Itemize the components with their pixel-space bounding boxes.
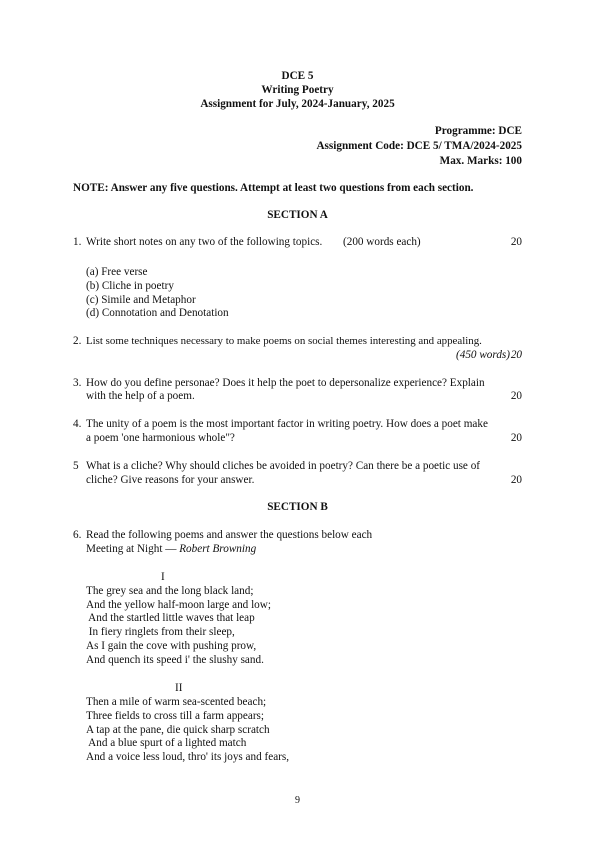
poem-line: And the startled little waves that leap [86, 612, 255, 624]
poem-line: Three fields to cross till a farm appears; [86, 710, 265, 722]
question-2-text: List some techniques necessary to make poems on social themes interesting and appealing. [86, 335, 482, 347]
poem-line: And a blue spurt of a lighted match [86, 737, 247, 749]
question-6-number: 6. [73, 529, 82, 541]
note: NOTE: Answer any five questions. Attempt at least two questions from each section. [73, 182, 474, 194]
stanza-1-number: I [161, 571, 165, 583]
stanza-2-number: II [175, 682, 183, 694]
question-1-option-c: (c) Simile and Metaphor [86, 294, 196, 306]
poem-line: And quench its speed i' the slushy sand. [86, 654, 264, 666]
assignment-code: Assignment Code: DCE 5/ TMA/2024-2025 [316, 140, 522, 152]
question-3-line-2: with the help of a poem. [86, 390, 195, 402]
assignment-period: Assignment for July, 2024-January, 2025 [200, 98, 395, 110]
poem-line: As I gain the cove with pushing prow, [86, 640, 257, 652]
programme: Programme: DCE [434, 125, 522, 137]
question-1-number: 1. [73, 236, 82, 248]
question-3-line-1: How do you define personae? Does it help the poet to depersonalize experience? Explain [86, 377, 485, 389]
question-4-line-1: The unity of a poem is the most important factor in writing poetry. How does a poet make [86, 418, 488, 430]
question-4-marks: 20 [510, 432, 522, 444]
poem-line: The grey sea and the long black land; [86, 585, 254, 597]
course-code: DCE 5 [281, 70, 314, 82]
course-title: Writing Poetry [261, 84, 334, 96]
poem-line: And a voice less loud, thro' its joys and fears, [86, 751, 290, 763]
question-1-option-a: (a) Free verse [86, 266, 148, 278]
question-5-number: 5 [73, 460, 79, 472]
question-2-words: (450 words) [456, 349, 510, 361]
max-marks: Max. Marks: 100 [439, 155, 522, 167]
question-5-marks: 20 [510, 474, 522, 486]
question-2-number: 2. [73, 335, 82, 347]
poem-author: Robert Browning [179, 543, 257, 555]
poem-line: In fiery ringlets from their sleep, [86, 626, 235, 638]
question-3-marks: 20 [510, 390, 522, 402]
question-5-line-2: cliche? Give reasons for your answer. [86, 474, 255, 486]
question-6-text: Read the following poems and answer the questions below each [86, 529, 373, 541]
poem-title-line [86, 543, 256, 557]
question-1-text: Write short notes on any two of the following topics. [86, 236, 323, 248]
question-4-line-2: a poem 'one harmonious whole"? [86, 432, 235, 444]
question-4-number: 4. [73, 418, 82, 430]
poem-line: Then a mile of warm sea-scented beach; [86, 696, 267, 708]
question-1-option-b: (b) Cliche in poetry [86, 280, 174, 292]
question-1-option-d: (d) Connotation and Denotation [86, 307, 229, 319]
poem-title: Meeting at Night — [86, 543, 177, 555]
question-1-marks: 20 [510, 236, 522, 248]
question-2-marks: 20 [510, 349, 522, 361]
question-1-words: (200 words each) [343, 236, 421, 248]
page-number: 9 [295, 795, 300, 806]
question-5-line-1: What is a cliche? Why should cliches be avoided in poetry? Can there be a poetic use of [86, 460, 481, 472]
question-3-number: 3. [73, 377, 82, 389]
poem-line: And the yellow half-moon large and low; [86, 599, 271, 611]
poem-line: A tap at the pane, die quick sharp scratch [86, 724, 270, 736]
section-b-title: SECTION B [267, 501, 328, 513]
section-a-title: SECTION A [267, 209, 328, 221]
